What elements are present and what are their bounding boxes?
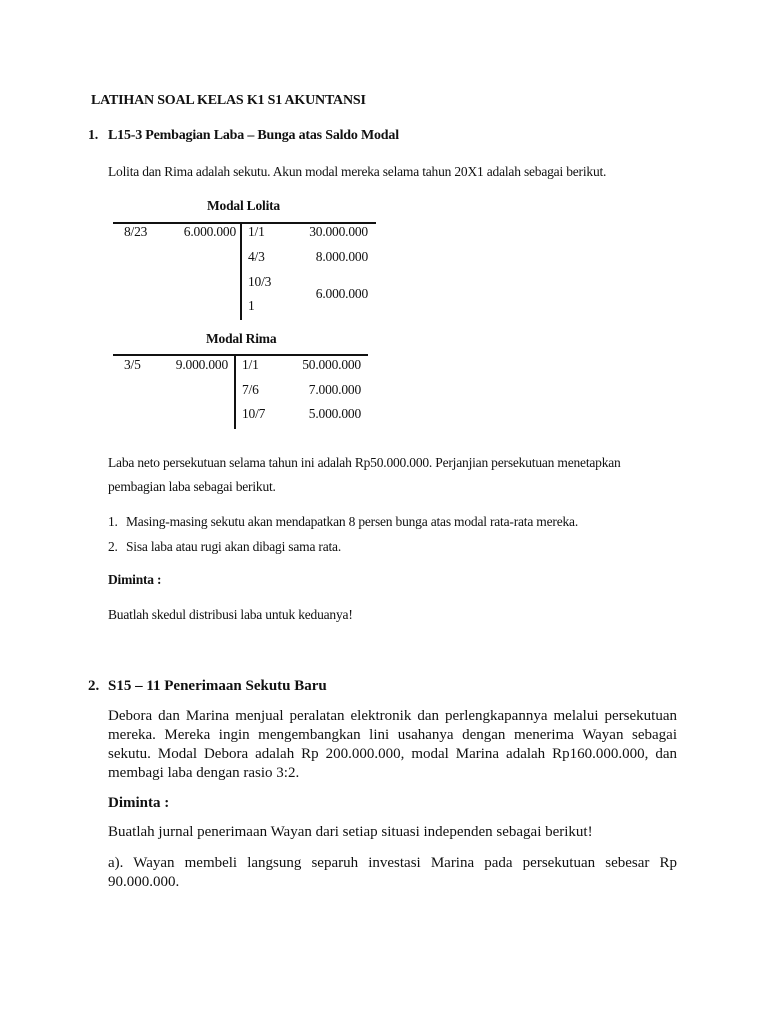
- lolita-credit-date: 10/3: [248, 274, 272, 289]
- q2-number: 2.: [88, 678, 100, 694]
- rima-credit-amount: 7.000.000: [308, 382, 361, 397]
- rima-credit-date: 10/7: [242, 406, 266, 421]
- lolita-t-account-divider: [240, 222, 242, 320]
- lolita-credit-date: 4/3: [248, 249, 265, 264]
- rima-credit-amount: 5.000.000: [308, 406, 361, 421]
- q1-number: 1.: [88, 128, 99, 143]
- lolita-account-label: Modal Lolita: [207, 198, 280, 213]
- rima-t-account-divider: [234, 354, 236, 429]
- lolita-debit-date: 8/23: [124, 224, 148, 239]
- list-item: Masing-masing sekutu akan mendapatkan 8 persen bunga atas modal rata-rata mereka.: [126, 514, 579, 529]
- list-item: Sisa laba atau rugi akan dibagi sama rata.: [126, 539, 342, 554]
- q1-task: Buatlah skedul distribusi laba untuk keduanya!: [108, 607, 353, 622]
- lolita-credit-date: 1: [248, 298, 255, 313]
- q2-task: Buatlah jurnal penerimaan Wayan dari setiap situasi independen sebagai berikut!: [108, 824, 593, 840]
- lolita-credit-date: 1/1: [248, 224, 265, 239]
- page-title: LATIHAN SOAL KELAS K1 S1 AKUNTANSI: [91, 93, 366, 108]
- rima-credit-amount: 50.000.000: [302, 357, 361, 372]
- q1-diminta-heading: Diminta :: [108, 572, 162, 587]
- rima-t-account-top-line: [113, 354, 368, 356]
- q2-heading: S15 – 11 Penerimaan Sekutu Baru: [108, 678, 327, 694]
- lolita-debit-amount: 6.000.000: [183, 224, 236, 239]
- list-item-number: 1.: [108, 514, 118, 529]
- q1-heading: L15-3 Pembagian Laba – Bunga atas Saldo Modal: [108, 128, 399, 143]
- q1-intro: Lolita dan Rima adalah sekutu. Akun modal mereka selama tahun 20X1 adalah sebagai berikut.: [108, 164, 607, 179]
- rima-credit-date: 7/6: [242, 382, 259, 397]
- q2-item-a: a). Wayan membeli langsung separuh investasi Marina pada persekutuan sebesar Rp 90.000.000.: [108, 855, 677, 890]
- q1-paragraph-line: Laba neto persekutuan selama tahun ini adalah Rp50.000.000. Perjanjian persekutuan menetapkan: [108, 455, 621, 470]
- lolita-credit-amount: 8.000.000: [315, 249, 368, 264]
- lolita-credit-amount: 6.000.000: [315, 286, 368, 301]
- rima-debit-date: 3/5: [124, 357, 141, 372]
- lolita-credit-amount: 30.000.000: [309, 224, 368, 239]
- q2-paragraph: Debora dan Marina menjual peralatan elektronik dan perlengkapannya melalui persekutuan mereka. Mereka ingin mengembangkan lini usahanya dengan menerima Wayan sebagai sekutu. Modal Debora adalah Rp 200.000.000, modal Marina adalah Rp160.000.000, dan membagi laba dengan rasio 3:2.: [108, 708, 677, 781]
- list-item-number: 2.: [108, 539, 118, 554]
- rima-account-label: Modal Rima: [206, 331, 277, 346]
- rima-debit-amount: 9.000.000: [175, 357, 228, 372]
- q1-paragraph-line: pembagian laba sebagai berikut.: [108, 479, 276, 494]
- rima-credit-date: 1/1: [242, 357, 259, 372]
- q2-diminta-heading: Diminta :: [108, 795, 170, 811]
